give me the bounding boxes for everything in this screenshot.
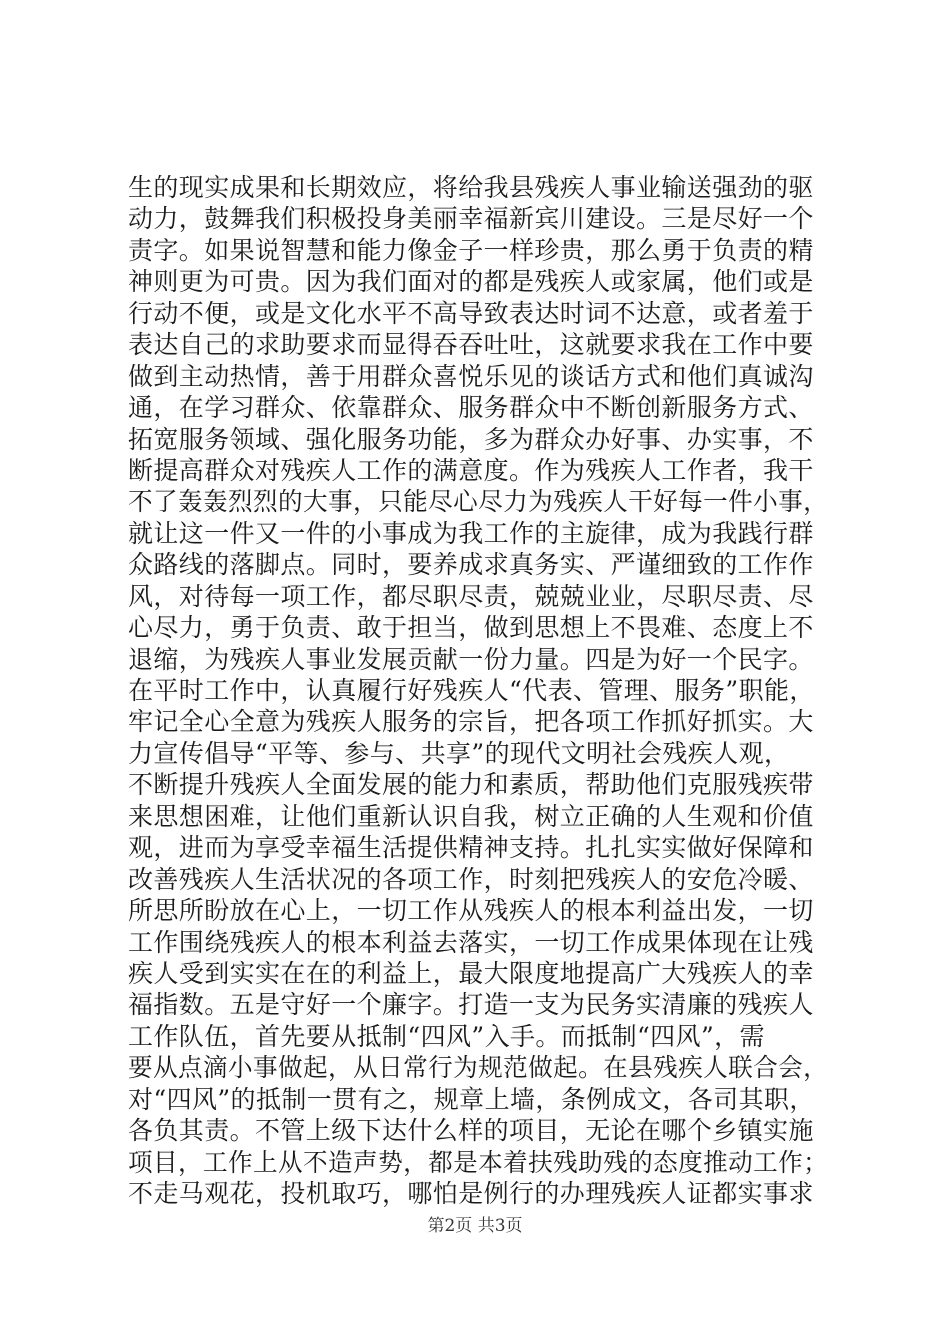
text-line: 神则更为可贵。因为我们面对的都是残疾人或家属，他们或是	[128, 267, 814, 297]
text-line: 通，在学习群众、依靠群众、服务群众中不断创新服务方式、	[128, 393, 814, 423]
text-line: 对“四风”的抵制一贯有之，规章上墙，条例成文，各司其职，	[128, 1084, 815, 1114]
text-line: 不断提升残疾人全面发展的能力和素质，帮助他们克服残疾带	[128, 770, 814, 800]
text-line: 生的现实成果和长期效应，将给我县残疾人事业输送强劲的驱	[128, 173, 814, 202]
text-line: 在平时工作中，认真履行好残疾人“代表、管理、服务”职能，	[128, 676, 815, 705]
text-line: 不了轰轰烈烈的大事，只能尽心尽力为残疾人干好每一件小事，	[128, 487, 829, 517]
text-line: 心尽力，勇于负责、敢于担当，做到思想上不畏难、态度上不	[128, 613, 814, 643]
page-footer	[0, 1214, 950, 1238]
text-line: 各负其责。不管上级下达什么样的项目，无论在哪个乡镇实施	[128, 1116, 814, 1146]
text-line: 风，对待每一项工作，都尽职尽责，兢兢业业，尽职尽责、尽	[128, 581, 814, 611]
text-line: 拓宽服务领域、强化服务功能，多为群众办好事、办实事，不	[128, 424, 814, 454]
page-number-indicator: 第2页 共3页	[427, 1216, 523, 1236]
text-line: 表达自己的求助要求而显得吞吞吐吐，这就要求我在工作中要	[128, 330, 814, 360]
text-line: 所思所盼放在心上，一切工作从残疾人的根本利益出发，一切	[128, 896, 814, 926]
text-line: 众路线的落脚点。同时，要养成求真务实、严谨细致的工作作	[128, 550, 814, 580]
text-line: 工作围绕残疾人的根本利益去落实，一切工作成果体现在让残	[128, 927, 814, 957]
text-line: 要从点滴小事做起，从日常行为规范做起。在县残疾人联合会，	[128, 1053, 829, 1083]
text-line: 疾人受到实实在在的利益上，最大限度地提高广大残疾人的幸	[128, 958, 814, 988]
text-line: 工作队伍，首先要从抵制“四风”入手。而抵制“四风”，需	[128, 1021, 765, 1051]
text-line: 改善残疾人生活状况的各项工作，时刻把残疾人的安危冷暖、	[128, 864, 814, 894]
text-line: 项目，工作上从不造声势，都是本着扶残助残的态度推动工作；	[128, 1147, 829, 1177]
text-line: 做到主动热情，善于用群众喜悦乐见的谈话方式和他们真诚沟	[128, 361, 814, 391]
text-line: 动力，鼓舞我们积极投身美丽幸福新宾川建设。三是尽好一个	[128, 204, 814, 234]
text-line: 不走马观花，投机取巧，哪怕是例行的办理残疾人证都实事求	[128, 1179, 814, 1208]
text-line: 牢记全心全意为残疾人服务的宗旨，把各项工作抓好抓实。大	[128, 707, 814, 737]
text-line: 行动不便，或是文化水平不高导致表达时词不达意，或者羞于	[128, 298, 814, 328]
text-line: 来思想困难，让他们重新认识自我，树立正确的人生观和价值	[128, 801, 814, 831]
text-line: 福指数。五是守好一个廉字。打造一支为民务实清廉的残疾人	[128, 990, 814, 1020]
text-line: 退缩，为残疾人事业发展贡献一份力量。四是为好一个民字。	[128, 644, 814, 674]
text-line: 断提高群众对残疾人工作的满意度。作为残疾人工作者，我干	[128, 455, 814, 485]
text-line: 就让这一件又一件的小事成为我工作的主旋律，成为我践行群	[128, 518, 814, 548]
text-line: 责字。如果说智慧和能力像金子一样珍贵，那么勇于负责的精	[128, 235, 814, 265]
text-line: 力宣传倡导“平等、参与、共享”的现代文明社会残疾人观，	[128, 738, 790, 768]
text-line: 观，进而为享受幸福生活提供精神支持。扎扎实实做好保障和	[128, 833, 814, 863]
body-text	[128, 172, 828, 1209]
